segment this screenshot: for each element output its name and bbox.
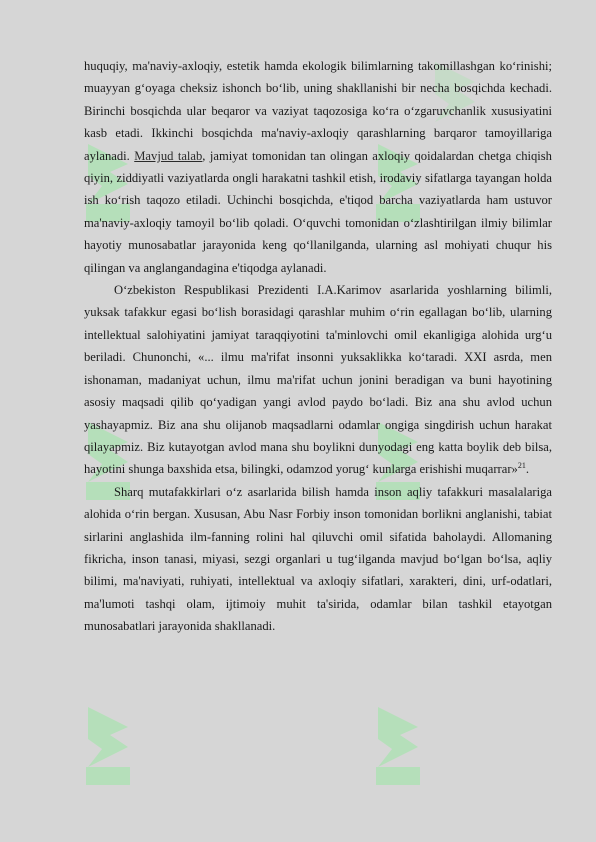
paragraph-2-text: O‘zbekiston Respublikasi Prezidenti I.A.Karimov asarlarida yoshlarning bilimli, yuksak tafakkur egasi bo‘lish borasidagi qarashlar muhim o‘rin egallagan bo‘lib, ularning intellektual salohiyatini jamiyat taraqqiyotini ta'minlovchi omil ekanligiga alohida urg‘u beriladi. Chunonchi, «... ilmu ma'rifat insonni yuksaklikka ko‘taradi. XXI asrda, men ishonaman, madaniyat uchun, ilmu ma'rifat uchun jonini beradigan va buni hayotining asosiy maqsadi qilib qo‘yadigan yangi avlod paydo bo‘ladi. Biz ana shu avlod uchun yashayapmiz. Biz ana shu olijanob maqsadlarni odamlar ongiga singdirish uchun harakat qilayapmiz. Biz kutayotgan avlod mana shu boylikni dunyodagi eng katta boylik deb bilsa, hayotini shunga baxshida etsa, bilingki, odamzod yorug‘ kunlarga erishishi muqarrar»	[84, 283, 552, 477]
watermark-arrow-icon	[80, 705, 136, 789]
footnote-reference[interactable]: 21	[517, 461, 526, 471]
paragraph-3	[84, 481, 552, 638]
body-text	[84, 55, 552, 638]
paragraph-2	[84, 279, 552, 481]
paragraph-1-text-continued: , jamiyat tomonidan tan olingan axloqiy qoidalardan chetga chiqish qiyin, ziddiyatli vaziyatlarda ongli harakatni tashkil etish, irodaviy sifatlarga tayangan holda ish ko‘rish taqozo etiladi. Uchinchi bosqichda, e'tiqod barcha vaziyatlarda ham ustuvor ma'naviy-axloqiy tamoyil bo‘lib qoladi. O‘quvchi tomonidan o‘zlashtirilgan ilmiy bilimlar hayotiy munosabatlar jarayonida keng qo‘llanilganda, ularning asl mohiyati chuqur his qilingan va anglangandagina e'tiqodga aylanadi.	[84, 148, 552, 275]
mavjud-talab-link[interactable]: Mavjud talab	[134, 148, 203, 163]
paragraph-1-text: huquqiy, ma'naviy-axloqiy, estetik hamda ekologik bilimlarning takomillashgan ko‘rinishi; muayyan g‘oyaga cheksiz ishonch bo‘lib, uning shakllanishi bir necha bosqichda kechadi. Birinchi bosqichda ular beqaror va vaziyat taqozosiga ko‘ra o‘zgaruvchanlik xususiyatini kasb etadi. Ikkinchi bosqichda ma'naviy-axloqiy qarashlarning barqaror tamoyillariga aylanadi.	[84, 59, 552, 163]
watermark-arrow-icon	[370, 705, 426, 789]
paragraph-1	[84, 55, 552, 279]
paragraph-2-tail: .	[525, 462, 529, 477]
paragraph-3-text: Sharq mutafakkirlari o‘z asarlarida bilish hamda inson aqliy tafakkuri masalalariga alohida o‘rin bergan. Xususan, Abu Nasr Forbiy inson tomonidan borlikni anglanishi, tabiat sirlarini anglashida ilm-fanning rolini hal qiluvchi omil sifatida baholaydi. Allomaning fikricha, inson tanasi, miyasi, sezgi organlari u tug‘ilganda mavjud bo‘lgan bo‘lsa, aqliy bilimi, ma'naviyati, ruhiyati, intellektual va axloqiy sifatlari, xarakteri, dini, urf-odatlari, ma'lumoti tashqi olam, ijtimoiy muhit ta'sirida, odamlar bilan tashkil etayotgan munosabatlari jarayonida shakllanadi.	[84, 484, 552, 634]
